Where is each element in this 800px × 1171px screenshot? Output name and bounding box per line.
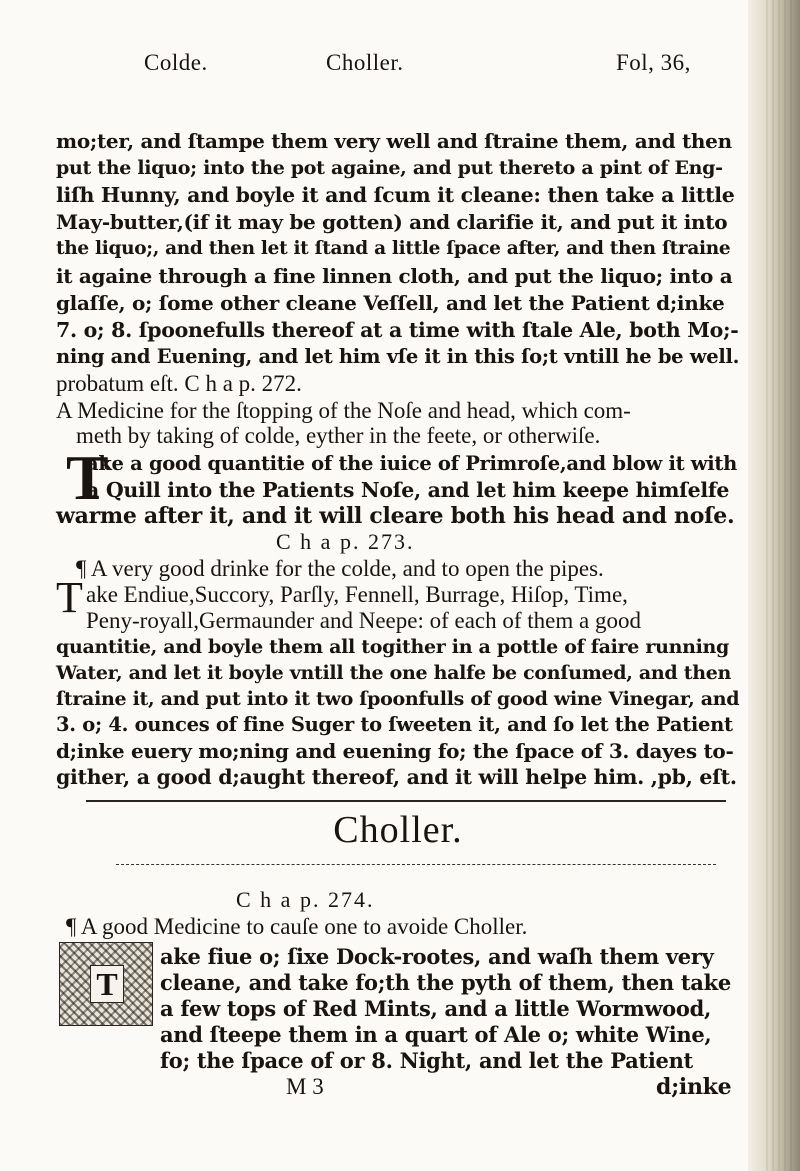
chapter-heading: meth by taking of colde, eyther in the feete, or otherwiſe.	[76, 423, 601, 448]
ornamental-initial	[59, 942, 153, 1026]
text-line: it againe through a fine linnen cloth, and put the liquo; into a	[56, 264, 733, 288]
text-line: put the liquo; into the pot againe, and put thereto a pint of Eng-	[56, 157, 723, 179]
drop-cap: T	[56, 573, 83, 622]
section-rule-top	[86, 800, 726, 802]
text-line: the liquo;, and then let it ſtand a little ſpace after, and then ſtraine	[56, 238, 731, 259]
drop-cap: T	[90, 965, 124, 1003]
text-line: a few tops of Red Mints, and a little Wormwood,	[160, 996, 711, 1021]
recipe-intro: ¶ A good Medicine to cauſe one to avoide Choller.	[66, 914, 528, 939]
text-line: ake fiue o; ſixe Dock-rootes, and waſh them very	[160, 944, 714, 969]
text-line: cleane, and take fo;th the pyth of them, then take	[160, 970, 731, 995]
signature-mark: M 3	[286, 1074, 324, 1099]
drop-cap: T	[66, 442, 109, 513]
text-line: d;inke euery mo;ning and euening fo; the ſpace of 3. dayes to-	[56, 739, 734, 763]
running-header-folio: Fol, 36,	[616, 50, 691, 75]
text-line: ſtraine it, and put into it two ſpoonfulls of good wine Vinegar, and	[56, 688, 740, 710]
text-line: ake a good quantitie of the iuice of Primroſe,and blow it with	[86, 452, 737, 475]
catchword: d;inke	[656, 1074, 732, 1100]
text-line: liſh Hunny, and boyle it and ſcum it cleane: then take a little	[56, 183, 735, 207]
chapter-label: C h a p. 274.	[236, 887, 375, 912]
text-line: gither, a good d;aught thereof, and it will helpe him. ,pb, eſt.	[56, 765, 737, 789]
text-line: quantitie, and boyle them all togither in a pottle of faire running	[56, 636, 730, 658]
text-line: fo; the ſpace of or 8. Night, and let the Patient	[160, 1048, 693, 1073]
section-title: Choller.	[333, 809, 463, 851]
text-line: Water, and let it boyle vntill the one halfe be conſumed, and then	[56, 662, 732, 684]
text-line: 7. o; 8. ſpoonefulls thereof at a time with ſtale Ale, both Mo;-	[56, 318, 739, 342]
chapter-label: probatum eſt. C h a p. 272.	[56, 371, 302, 396]
chapter-label: C h a p. 273.	[276, 529, 415, 554]
text-line: May-butter,(if it may be gotten) and clarifie it, and put it into	[56, 210, 728, 234]
running-header-left: Colde.	[144, 50, 208, 75]
text-line: ning and Euening, and let him vſe it in this ſo;t vntill he be well.	[56, 345, 740, 368]
text-line: warme after it, and it will cleare both his head and noſe.	[56, 503, 735, 529]
text-line: 3. o; 4. ounces of fine Suger to ſweeten it, and ſo let the Patient	[56, 713, 733, 736]
page-edge-lines	[762, 0, 792, 1171]
recipe-intro: ¶ A very good drinke for the colde, and to open the pipes.	[76, 556, 604, 581]
text-line: glaſſe, o; ſome other cleane Veſſell, and let the Patient d;inke	[56, 291, 725, 315]
text-line: ake Endiue,Succory, Parſly, Fennell, Burrage, Hiſop, Time,	[86, 582, 628, 607]
text-line: Peny-royall,Germaunder and Neepe: of each of them a good	[86, 608, 641, 633]
text-line: a Quill into the Patients Noſe, and let him keepe himſelfe	[86, 478, 730, 502]
chapter-heading: A Medicine for the ſtopping of the Noſe and head, which com-	[56, 398, 631, 423]
text-line: mo;ter, and ſtampe them very well and ſtraine them, and then	[56, 129, 732, 153]
text-line: and ſteepe them in a quart of Ale o; white Wine,	[160, 1022, 712, 1047]
section-rule-bottom	[116, 864, 716, 865]
running-header-center: Choller.	[326, 50, 404, 75]
